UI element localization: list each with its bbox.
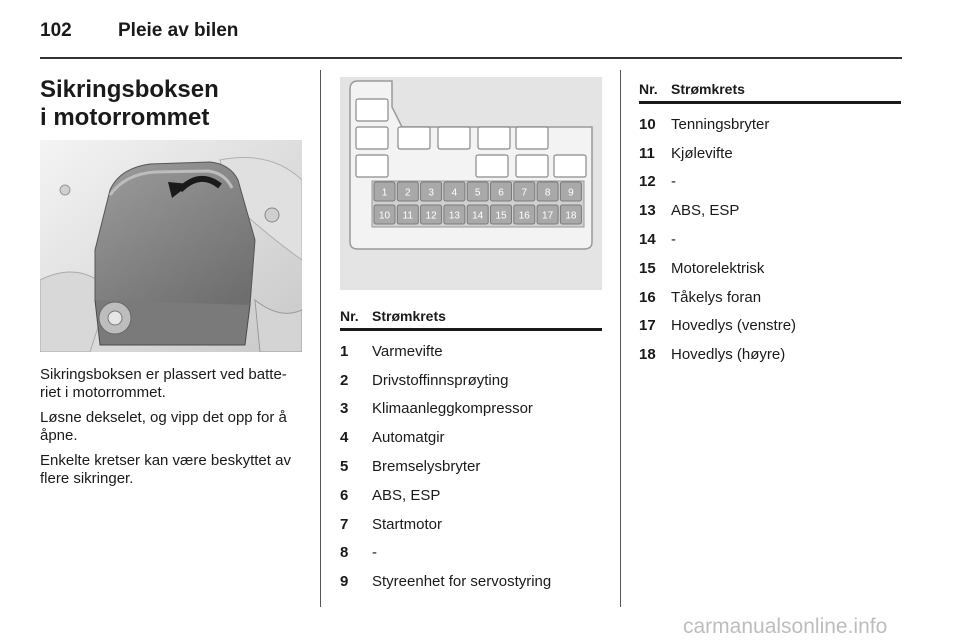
table-row: [639, 110, 901, 139]
fuse-label: 18: [565, 210, 577, 222]
circuit-name: ABS, ESP: [671, 202, 740, 220]
fuse-row-bottom: [374, 205, 581, 224]
left-column: [40, 76, 302, 495]
circuit-name: Bremselysbryter: [372, 458, 481, 476]
column-header-nr: Nr.: [639, 81, 658, 97]
fuse-label: 6: [498, 187, 504, 199]
fuse-number: 16: [639, 288, 656, 306]
circuit-name: Varmevifte: [372, 342, 443, 360]
fuse-label: 7: [521, 187, 528, 199]
fuse-number: 11: [639, 144, 655, 162]
circuit-name: -: [372, 544, 377, 562]
table-row: [340, 366, 602, 395]
fuse-label: 13: [448, 210, 460, 222]
table-row: [639, 254, 901, 283]
circuit-name: Styreenhet for servostyring: [372, 573, 552, 591]
circuit-name: Tenningsbryter: [671, 115, 770, 133]
circuit-name: Motorelektrisk: [671, 259, 765, 277]
table-row: [340, 423, 602, 452]
fuse-number: 18: [639, 346, 656, 364]
fuse-label: 1: [381, 187, 388, 199]
fuse-label: 4: [451, 187, 458, 199]
header-rule: [40, 57, 902, 59]
circuit-name: ABS, ESP: [372, 486, 441, 504]
fuse-label: 15: [495, 210, 507, 222]
fuse-number: 6: [340, 486, 349, 504]
fuse-number: 10: [639, 115, 656, 133]
paragraph-location: Sikringsboksen er plassert ved batte-riet i motorrommet.: [40, 366, 287, 401]
circuit-name: -: [671, 173, 676, 191]
table-row: [639, 312, 901, 341]
table-row: [340, 337, 602, 366]
fuse-label: 16: [518, 210, 530, 222]
table-row: [639, 139, 901, 168]
table-row: [639, 225, 901, 254]
engine-compartment-photo: [40, 140, 302, 352]
fuse-table-right: [639, 77, 901, 369]
paragraph-multiple-fuses: Enkelte kretser kan være beskyttet av flere sikringer.: [40, 452, 291, 487]
column-header-nr: Nr.: [340, 308, 359, 324]
paragraph-open: Løsne dekselet, og vipp det opp for å åpne.: [40, 409, 287, 444]
table-row: [340, 539, 602, 568]
fuse-number: 14: [639, 231, 656, 249]
fuse-label: 11: [402, 210, 413, 222]
circuit-name: Kjølevifte: [671, 144, 733, 162]
table-row: [639, 340, 901, 369]
fuse-number: 15: [639, 259, 656, 277]
page-header: [40, 20, 238, 42]
table-row: [340, 395, 602, 424]
table-row: [340, 510, 602, 539]
fuse-row-top: [374, 182, 581, 201]
fuse-label: 12: [425, 210, 437, 222]
fuse-number: 13: [639, 202, 656, 220]
fuse-box-diagram: [340, 77, 602, 290]
table-row: [639, 168, 901, 197]
fuse-label: 14: [472, 210, 484, 222]
chapter-title: Pleie av bilen: [118, 20, 239, 41]
watermark: carmanualsonline.info: [683, 615, 888, 638]
fuse-number: 9: [340, 573, 349, 591]
table-row: [639, 196, 901, 225]
circuit-name: Hovedlys (høyre): [671, 346, 786, 364]
fuse-label: 17: [542, 210, 554, 222]
fuse-number: 12: [639, 173, 656, 191]
fuse-label: 10: [378, 210, 391, 222]
fuse-number: 17: [639, 317, 656, 335]
column-divider-left: [320, 70, 321, 607]
circuit-name: Hovedlys (venstre): [671, 317, 797, 335]
circuit-name: Tåkelys foran: [671, 288, 762, 306]
table-row: [340, 481, 602, 510]
fuse-label: 8: [544, 187, 551, 199]
table-row: [340, 567, 602, 596]
column-header-circuit: Strømkrets: [671, 81, 745, 97]
fuse-label: 9: [568, 187, 574, 199]
page-number: 102: [40, 20, 72, 41]
fuse-number: 3: [340, 400, 349, 418]
circuit-name: Startmotor: [372, 515, 443, 533]
fuse-label: 5: [474, 187, 481, 199]
fuse-table-left: [340, 304, 602, 596]
fuse-label: 2: [405, 187, 411, 199]
table-header: [639, 77, 901, 104]
section-title-line1: Sikringsboksen: [40, 76, 219, 103]
table-row: [340, 452, 602, 481]
section-title: [40, 76, 302, 132]
fuse-number: 7: [340, 515, 349, 533]
circuit-name: Automatgir: [372, 429, 445, 447]
table-header: [340, 304, 602, 331]
circuit-name: Drivstoffinnsprøyting: [372, 371, 509, 389]
fuse-label: 3: [428, 187, 434, 199]
table-row: [639, 283, 901, 312]
column-header-circuit: Strømkrets: [372, 308, 446, 324]
circuit-name: -: [671, 231, 676, 249]
table-body: [340, 337, 602, 596]
fuse-number: 1: [340, 342, 349, 360]
circuit-name: Klimaanleggkompressor: [372, 400, 533, 418]
fuse-number: 2: [340, 371, 349, 389]
table-body: [639, 110, 901, 369]
section-title-line2: i motorrommet: [40, 104, 210, 131]
column-divider-right: [620, 70, 621, 607]
fuse-number: 4: [340, 429, 349, 447]
fuse-number: 8: [340, 544, 349, 562]
fuse-number: 5: [340, 458, 349, 476]
